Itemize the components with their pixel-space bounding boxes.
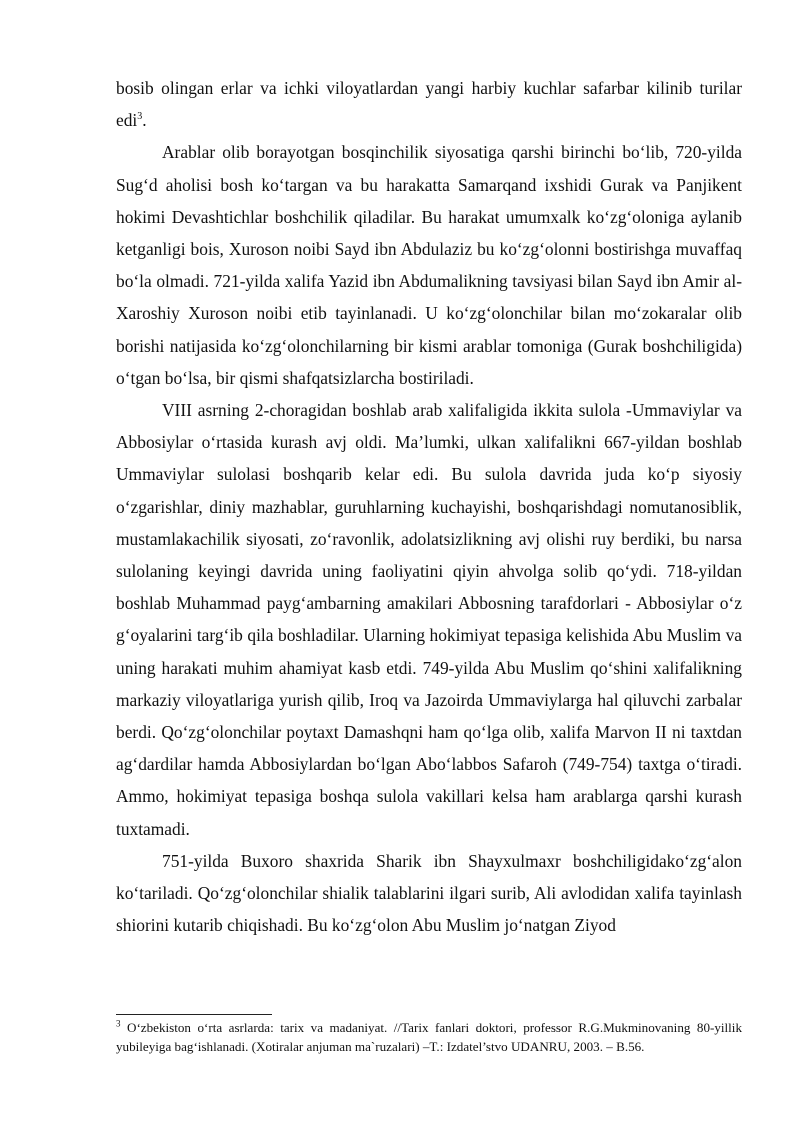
footnote-text: Oʻzbekiston oʻrta asrlarda: tarix va madaniyat. //Tarix fanlari doktori, professor R.G.Mukminovaning 80-yillik yubileyiga bagʻishlanadi. (Xotiralar anjuman ma`ruzalari) –T.: Izdatel’stvo UDANRU, 2003. – B.56. (116, 1020, 742, 1054)
footnote-separator (116, 1014, 272, 1015)
paragraph-dynasty-struggle: VIII asrning 2-choragidan boshlab arab xalifaligida ikkita sulola -Ummaviylar va Abbosiylar oʻrtasida kurash avj oldi. Maʼlumki, ulkan xalifalikni 667-yildan boshlab Ummaviylar sulolasi boshqarib kelar edi. Bu sulola davrida juda koʻp siyosiy oʻzgarishlar, diniy mazhablar, guruhlarning kuchayishi, boshqarishdagi nomutanosiblik, mustamlakachilik siyosati, zoʻravonlik, adolatsizlikning avj olishi ruy berdiki, bu narsa sulolaning keyingi davrida uning faoliyatini qiyin ahvolga solib qoʻydi. 718-yildan boshlab Muhammad paygʻambarning amakilari Abbosning tarafdorlari - Abbosiylar oʻz gʻoyalarini targʻib qila boshladilar. Ularning hokimiyat tepasiga kelishida Abu Muslim va uning harakati muhim ahamiyat kasb etdi. 749-yilda Abu Muslim qoʻshini xalifalikning markaziy viloyatlariga yurish qilib, Iroq va Jazoirda Ummaviylarga hal qiluvchi zarbalar berdi. Qoʻzgʻolonchilar poytaxt Damashqni ham qoʻlga olib, xalifa Marvon II ni taxtdan agʻdardilar hamda Abbosiylardan boʻlgan Aboʻlabbos Safaroh (749-754) taxtga oʻtiradi. Ammo, hokimiyat tepasiga boshqa sulola vakillari kelsa ham arablarga qarshi kurash tuxtamadi. (116, 400, 742, 839)
footnote-number: 3 (116, 1018, 121, 1029)
footnote-reference[interactable]: 3 (137, 111, 143, 123)
paragraph-tail: . (142, 110, 147, 131)
paragraph-bukhara-revolt: 751-yilda Buxoro shaxrida Sharik ibn Shayxulmaxr boshchiligidakoʻzgʻalon koʻtariladi. Qoʻzgʻolonchilar shialik talablarini ilgari surib, Ali avlodidan xalifa tayinlash shiorini kutarib chiqishadi. Bu koʻzgʻolon Abu Muslim joʻnatgan Ziyod (116, 850, 742, 936)
paragraph-text: bosib olingan erlar va ichki viloyatlardan yangi harbiy kuchlar safarbar kilinib turilar edi (116, 78, 742, 131)
footnote (116, 1018, 742, 1056)
paragraph-sughd-uprising: Arablar olib borayotgan bosqinchilik siyosatiga qarshi birinchi boʻlib, 720-yilda Sugʻd aholisi bosh koʻtargan va bu harakatta Samarqand ixshidi Gurak va Panjikent hokimi Devashtichlar boshchilik qiladilar. Bu harakat umumxalk koʻzgʻoloniga aylanib ketganligi bois, Xuroson noibi Sayd ibn Abdulaziz bu koʻzgʻolonni bostirishga muvaffaq boʻla olmadi. 721-yilda xalifa Yazid ibn Abdumalikning tavsiyasi bilan Sayd ibn Amir al-Xaroshiy Xuroson noibi etib tayinlanadi. U koʻzgʻolonchilar bilan moʻzokaralar olib borishi natijasida koʻzgʻolonchilarning bir kismi arablar tomoniga (Gurak boshchiligida) oʻtgan boʻlsa, bir qismi shafqatsizlarcha bostiriladi. (116, 142, 742, 388)
body-text (116, 72, 742, 941)
paragraph-continuation (116, 72, 742, 136)
